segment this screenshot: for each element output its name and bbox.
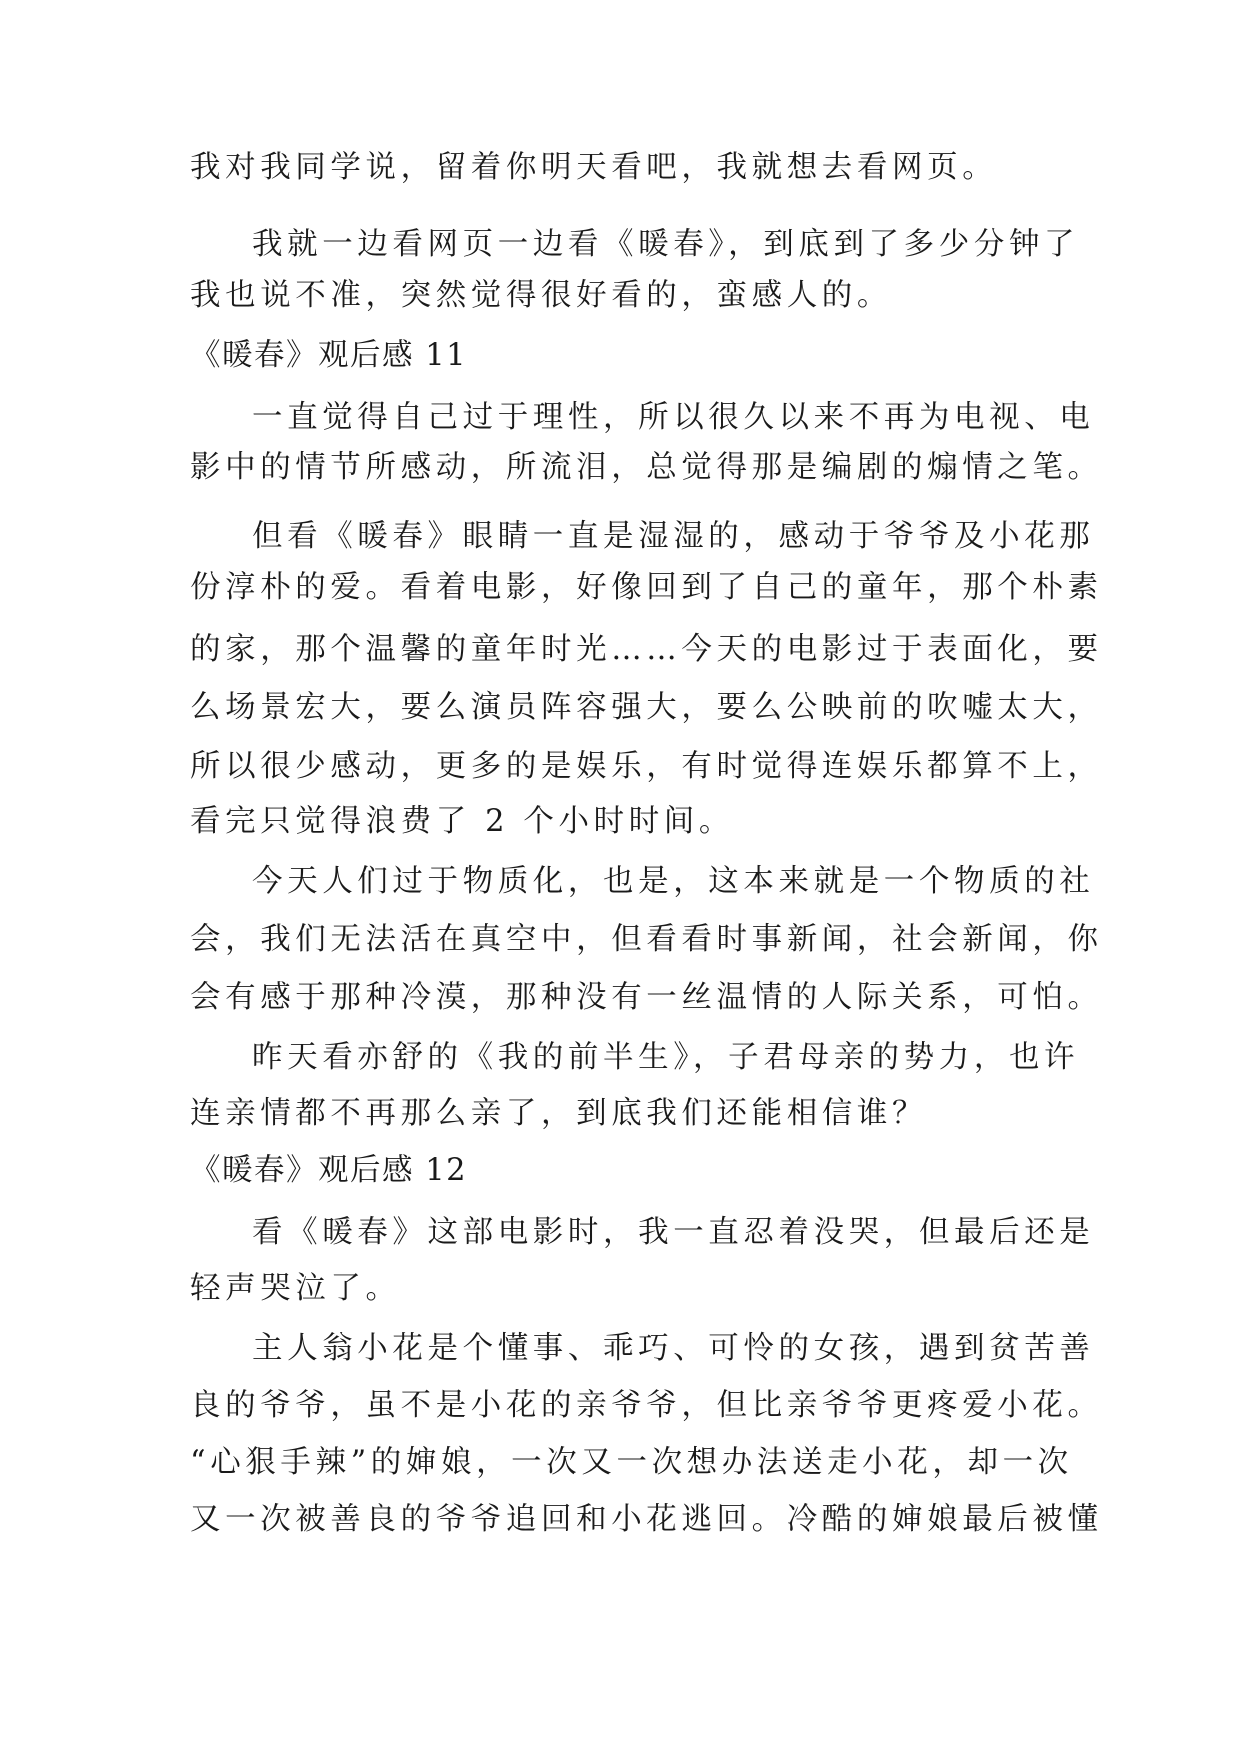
- paragraph-first-line: 主人翁小花是个懂事、乖巧、可怜的女孩，遇到贫苦善: [252, 1331, 1095, 1366]
- text-line: 轻声哭泣了。: [190, 1271, 401, 1306]
- text-line: 的家，那个温馨的童年时光……今天的电影过于表面化，要: [190, 632, 1103, 667]
- section-heading: 《暖春》观后感 11: [190, 338, 468, 373]
- text-line: “心狠手辣”的婶娘，一次又一次想办法送走小花，却一次: [190, 1445, 1073, 1480]
- text-line: 会，我们无法活在真空中，但看看时事新闻，社会新闻，你: [190, 922, 1103, 957]
- text-line: 份淳朴的爱。看着电影，好像回到了自己的童年，那个朴素: [190, 570, 1103, 605]
- text-line: 我对我同学说，留着你明天看吧，我就想去看网页。: [190, 150, 998, 185]
- paragraph-first-line: 我就一边看网页一边看《暖春》，到底到了多少分钟了: [252, 227, 1080, 262]
- text-line: 影中的情节所感动，所流泪，总觉得那是编剧的煽情之笔。: [190, 450, 1103, 485]
- paragraph-first-line: 昨天看亦舒的《我的前半生》，子君母亲的势力，也许: [252, 1040, 1080, 1075]
- paragraph-first-line: 今天人们过于物质化，也是，这本来就是一个物质的社: [252, 864, 1095, 899]
- paragraph-first-line: 但看《暖春》眼睛一直是湿湿的，感动于爷爷及小花那: [252, 519, 1095, 554]
- text-line: 又一次被善良的爷爷追回和小花逃回。冷酷的婶娘最后被懂: [190, 1502, 1103, 1537]
- text-line: 连亲情都不再那么亲了，到底我们还能相信谁？: [190, 1096, 928, 1131]
- paragraph-first-line: 看《暖春》这部电影时，我一直忍着没哭，但最后还是: [252, 1215, 1095, 1250]
- text-line: 良的爷爷，虽不是小花的亲爷爷，但比亲爷爷更疼爱小花。: [190, 1388, 1103, 1423]
- text-line: 么场景宏大，要么演员阵容强大，要么公映前的吹嘘太大，: [190, 690, 1103, 725]
- text-line: 看完只觉得浪费了 2 个小时时间。: [190, 804, 734, 839]
- section-heading: 《暖春》观后感 12: [190, 1153, 468, 1188]
- text-line: 所以很少感动，更多的是娱乐，有时觉得连娱乐都算不上，: [190, 749, 1103, 784]
- paragraph-first-line: 一直觉得自己过于理性，所以很久以来不再为电视、电: [252, 400, 1095, 435]
- text-line: 我也说不准，突然觉得很好看的，蛮感人的。: [190, 278, 892, 313]
- text-line: 会有感于那种冷漠，那种没有一丝温情的人际关系，可怕。: [190, 980, 1103, 1015]
